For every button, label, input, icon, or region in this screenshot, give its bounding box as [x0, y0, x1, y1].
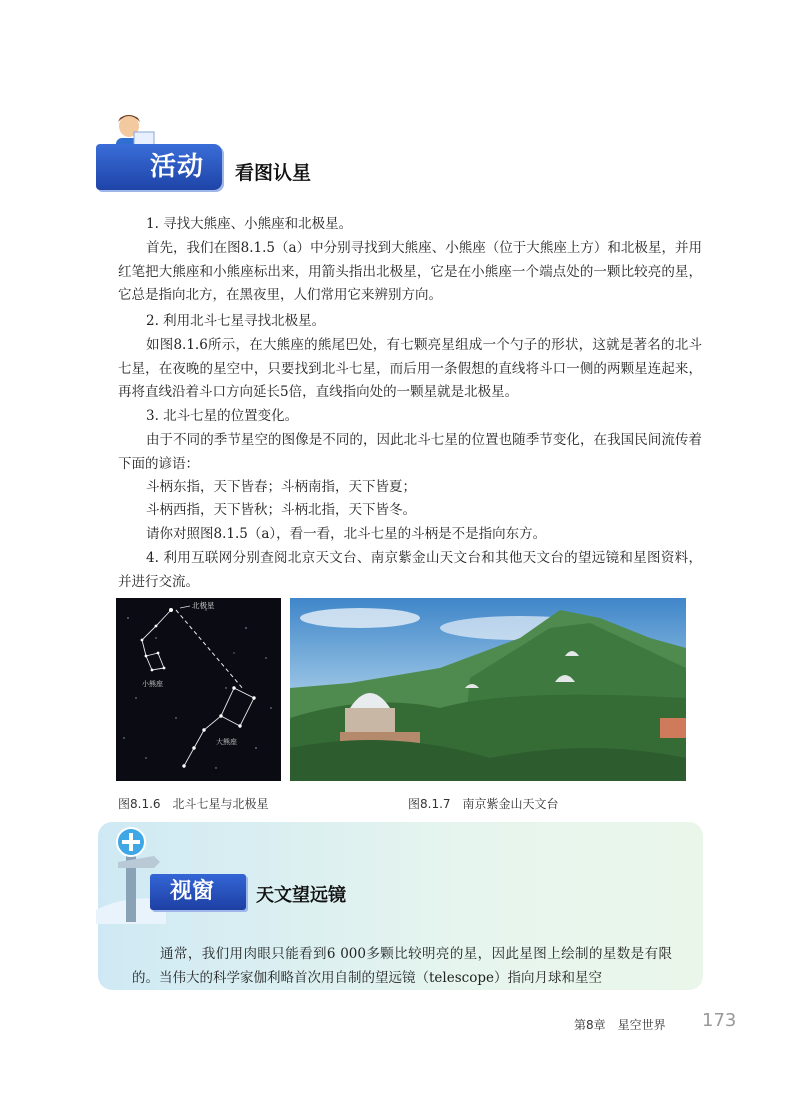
label-ursa-major: 大熊座	[216, 738, 237, 746]
label-north-star: 北极星	[192, 601, 215, 610]
figure1-caption: 图8.1.6 北斗七星与北极星	[118, 797, 269, 811]
label-ursa-minor: 小熊座	[142, 680, 163, 688]
star-chart-figure	[116, 598, 281, 781]
paragraph-2: 首先，我们在图8.1.5（a）中分别寻找到大熊座、小熊座（位于大熊座上方）和北极星，并用红笔把大熊座和小熊座标出来，用箭头指出北极星，它是在小熊座一个端点处的一颗比较亮的星，它总是指向北方，在黑夜里，人们常用它来辨别方向。	[118, 240, 702, 303]
paragraph-1: 1. 寻找大熊座、小熊座和北极星。	[146, 216, 353, 232]
observatory-photo	[290, 598, 686, 781]
activity-badge-label: 活动	[150, 152, 205, 182]
figure2-caption: 图8.1.7 南京紫金山天文台	[408, 797, 559, 811]
paragraph-10: 4. 利用互联网分别查阅北京天文台、南京紫金山天文台和其他天文台的望远镜和星图资料，并进行交流。	[118, 550, 702, 590]
page-number: 173	[702, 1010, 737, 1031]
paragraph-4: 如图8.1.6所示，在大熊座的熊尾巴处，有七颗亮星组成一个勺子的形状，这就是著名的北斗七星，在夜晚的星空中，只要找到北斗七星，而后用一条假想的直线将斗口一侧的两颗星连起来，再将直线沿着斗口方向延长5倍，直线指向处的一颗星就是北极星。	[118, 337, 702, 400]
paragraph-3: 2. 利用北斗七星寻找北极星。	[146, 313, 326, 329]
paragraph-6: 由于不同的季节星空的图像是不同的，因此北斗七星的位置也随季节变化，在我国民间流传着下面的谚语：	[118, 432, 702, 472]
window-text: 通常，我们用肉眼只能看到6 000多颗比较明亮的星，因此星图上绘制的星数是有限的。当伟大的科学家伽利略首次用自制的望远镜（telescope）指向月球和星空	[132, 946, 672, 986]
window-title: 天文望远镜	[256, 885, 346, 906]
window-badge-label: 视窗	[170, 879, 215, 904]
proverb-line-2: 斗柄西指，天下皆秋；斗柄北指，天下皆冬。	[146, 502, 416, 518]
activity-title: 看图认星	[235, 162, 312, 184]
paragraph-9: 请你对照图8.1.5（a），看一看，北斗七星的斗柄是不是指向东方。	[146, 526, 547, 542]
proverb-line-1: 斗柄东指，天下皆春；斗柄南指，天下皆夏；	[146, 479, 416, 495]
paragraph-5: 3. 北斗七星的位置变化。	[146, 408, 299, 424]
footer-chapter: 第8章 星空世界	[574, 1018, 666, 1032]
